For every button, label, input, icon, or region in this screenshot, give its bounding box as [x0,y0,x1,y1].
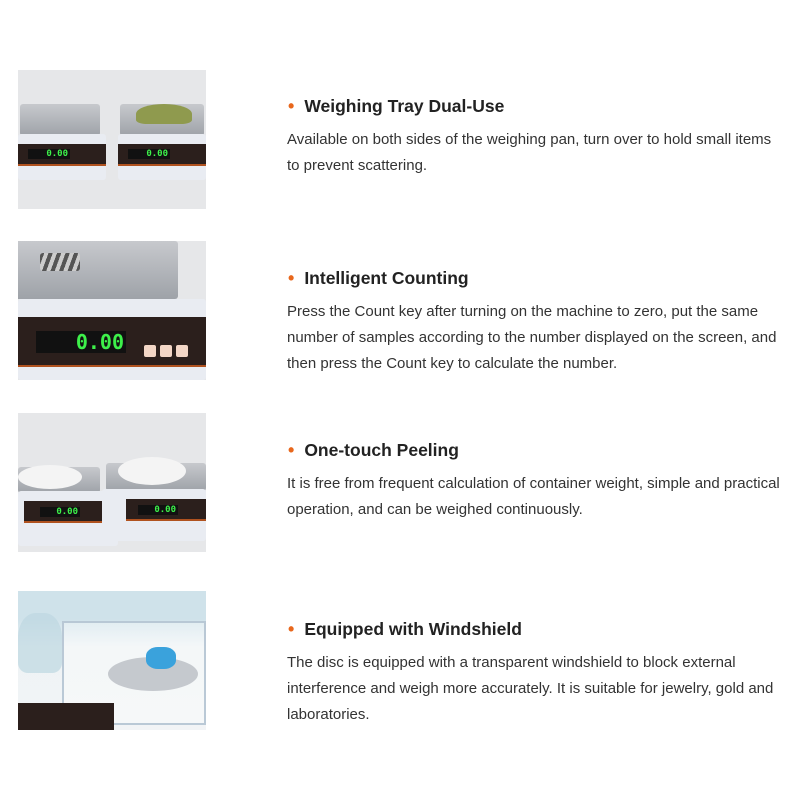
tare-scales-image: 0.00 0.00 [18,413,206,552]
bullet-icon: • [288,268,295,288]
feature-title: Intelligent Counting [304,268,469,288]
feature-description: It is free from frequent calculation of container weight, simple and practical operation, and can be weighed continuously. [287,475,780,518]
windshield-image [18,591,206,730]
feature-description: Press the Count key after turning on the machine to zero, put the same number of samples according to the number displayed on the screen, and then press the Count key to calculate the number. [287,303,777,372]
feature-title: Weighing Tray Dual-Use [304,96,505,116]
dual-scale-image: 0.00 0.00 [18,70,206,209]
counting-scale-image: 0.00 [18,241,206,380]
bullet-icon: • [288,619,295,639]
feature-title: One-touch Peeling [304,440,459,460]
feature-description: Available on both sides of the weighing pan, turn over to hold small items to prevent scattering. [287,131,772,174]
bullet-icon: • [288,96,295,116]
feature-description: The disc is equipped with a transparent windshield to block external interference and weigh more accurately. It is suitable for jewelry, gold and laboratories. [287,654,774,723]
bullet-icon: • [288,440,295,460]
feature-title: Equipped with Windshield [304,619,522,639]
